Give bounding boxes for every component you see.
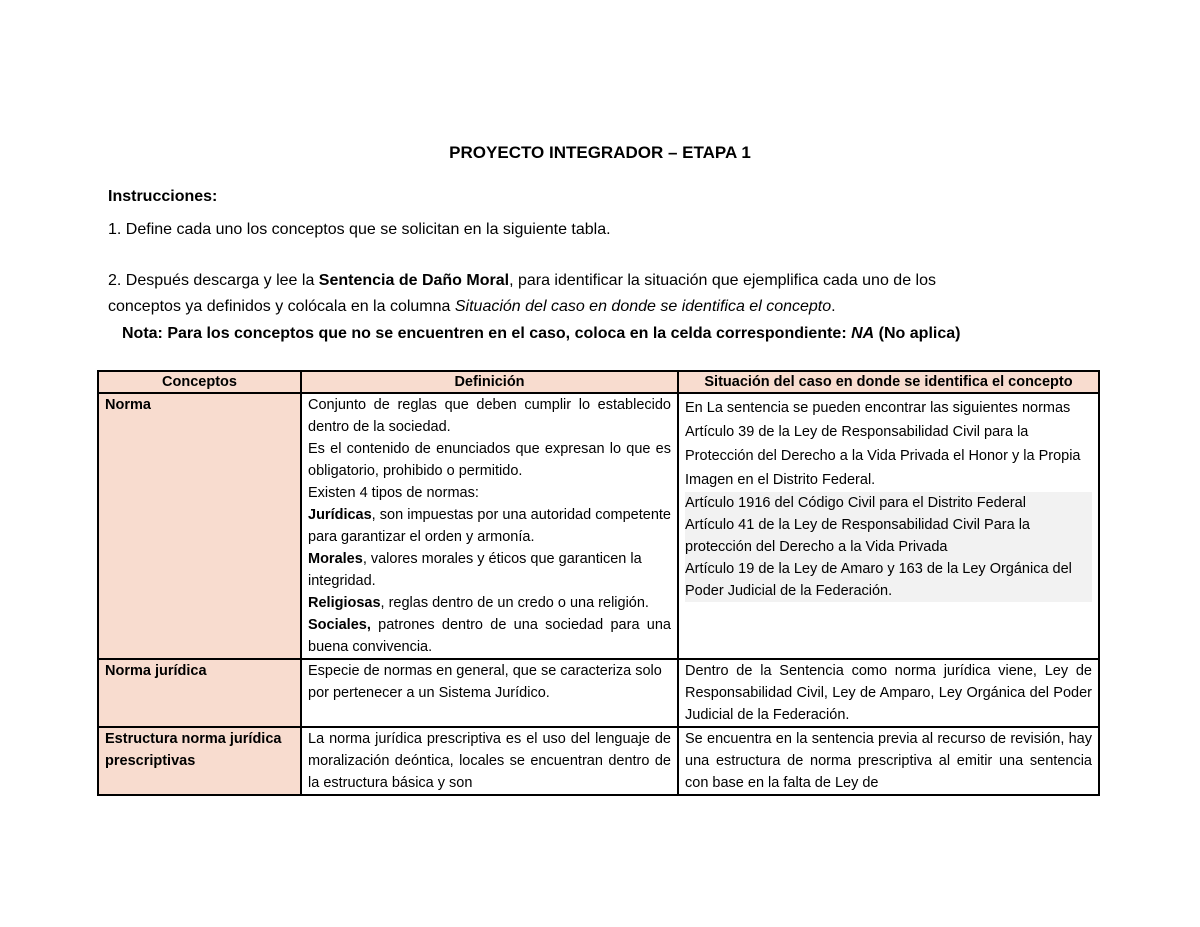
header-definicion: Definición — [301, 371, 678, 393]
situation-paragraph: Artículo 41 de la Ley de Responsabilidad Civil Para la protección del Derecho a la Vida Privada — [685, 517, 1030, 555]
step2-text: 2. Después descarga y lee la — [108, 272, 319, 289]
definition-paragraph: Conjunto de reglas que deben cumplir lo establecido dentro de la sociedad. — [308, 397, 671, 435]
definition-cell — [301, 727, 678, 795]
definition-text: La norma jurídica prescriptiva es el uso del lenguaje de moralización deóntica, locales se encuentran dentro de la estructura básica y son — [308, 731, 671, 791]
definition-cell: Especie de normas en general, que se caracteriza solo por pertenecer a un Sistema Jurídico. — [301, 659, 678, 727]
situation-paragraph: Artículo 1916 del Código Civil para el Distrito Federal — [685, 495, 1026, 511]
type-text: , valores morales y éticos que garanticen la integridad. — [308, 551, 642, 589]
nota-text: Nota: Para los conceptos que no se encuentren en el caso, coloca en la celda correspondiente: — [122, 325, 852, 342]
definition-cell — [301, 393, 678, 659]
situation-text: Se encuentra en la sentencia previa al recurso de revisión, hay una estructura de norma prescriptiva al emitir una sentencia con base en la falta de Ley de — [685, 731, 1092, 791]
type-text: , son impuestas por una autoridad competente para garantizar el orden y armonía. — [308, 507, 671, 545]
definition-paragraph — [308, 504, 671, 548]
instructions-heading: Instrucciones: — [108, 188, 218, 205]
definition-paragraph: Existen 4 tipos de normas: — [308, 485, 479, 501]
instruction-step-2-line-2 — [108, 298, 836, 316]
situation-cell — [678, 727, 1099, 795]
header-conceptos: Conceptos — [98, 371, 301, 393]
table-row — [98, 727, 1099, 795]
type-label: Jurídicas — [308, 507, 372, 523]
nota-end: (No aplica) — [874, 325, 961, 342]
document-title: PROYECTO INTEGRADOR – ETAPA 1 — [449, 143, 751, 162]
type-label: Religiosas — [308, 595, 381, 611]
step2-line2-end: . — [831, 298, 836, 315]
table-header-row — [98, 371, 1099, 393]
concepts-table — [97, 370, 1100, 796]
situation-cell: Dentro de la Sentencia como norma jurídica viene, Ley de Responsabilidad Civil, Ley de Amparo, Ley Orgánica del Poder Judicial de la Federación. — [678, 659, 1099, 727]
situation-paragraph: Artículo 19 de la Ley de Amaro y 163 de la Ley Orgánica del Poder Judicial de la Federación. — [685, 561, 1072, 599]
type-label: Morales — [308, 551, 363, 567]
definition-paragraph — [308, 592, 671, 614]
step2-sentence-name: Sentencia de Daño Moral — [318, 272, 510, 289]
step2-line2-text: conceptos ya definidos y colócala en la columna — [108, 298, 455, 315]
situation-cell — [678, 393, 1099, 659]
definition-paragraph: Es el contenido de enunciados que expresan lo que es obligatorio, prohibido o permitido. — [308, 441, 671, 479]
nota-na: NA — [851, 325, 875, 342]
concept-cell: Norma — [98, 393, 301, 659]
instruction-step-2-line-1 — [108, 272, 936, 290]
situation-paragraph: En La sentencia se pueden encontrar las siguientes normas Artículo 39 de la Ley de Responsabilidad Civil para la Protección del Derecho a la Vida Privada el Honor y la Propia Imagen en el Distrito Federal. — [685, 400, 1081, 488]
instruction-step-1: 1. Define cada uno los conceptos que se solicitan en la siguiente tabla. — [108, 221, 611, 238]
type-text: , reglas dentro de un credo o una religión. — [380, 595, 649, 611]
concept-cell — [98, 727, 301, 795]
situation-highlight — [685, 492, 1092, 602]
header-situacion: Situación del caso en donde se identifica el concepto — [678, 371, 1099, 393]
table-row — [98, 659, 1099, 727]
type-text: patrones dentro de una sociedad para una buena convivencia. — [308, 617, 671, 655]
type-label: Sociales, — [308, 617, 371, 633]
concept-cell: Norma jurídica — [98, 659, 301, 727]
step2-column-name: Situación del caso en donde se identifica el concepto — [454, 298, 832, 315]
table-row — [98, 393, 1099, 659]
definition-paragraph — [308, 548, 671, 592]
nota-line — [122, 325, 960, 343]
step2-text-end: , para identificar la situación que ejemplifica cada uno de los — [509, 272, 936, 289]
definition-paragraph — [308, 614, 671, 658]
concept-label: Estructura norma jurídica prescriptivas — [105, 731, 282, 769]
